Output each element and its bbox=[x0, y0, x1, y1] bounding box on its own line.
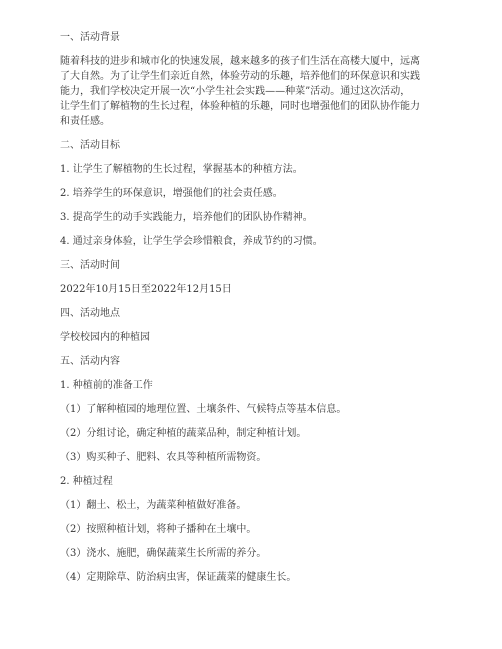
activity-location: 学校校园内的种植园 bbox=[60, 332, 150, 343]
paragraph-line: 随着科技的进步和城市化的快速发展，越来越多的孩子们生活在高楼大厦中，远离 bbox=[60, 56, 420, 67]
content-item: （4）定期除草、防治病虫害，保证蔬菜的健康生长。 bbox=[60, 572, 297, 583]
paragraph-line: 和责任感。 bbox=[60, 116, 110, 127]
content-subheading: 1. 种植前的准备工作 bbox=[60, 380, 153, 391]
paragraph-line: 让学生们了解植物的生长过程，体验种植的乐趣，同时也增强他们的团队协作能力 bbox=[60, 101, 420, 112]
goal-item: 2. 培养学生的环保意识，增强他们的社会责任感。 bbox=[60, 188, 283, 199]
content-item: （1）了解种植园的地理位置、土壤条件、气候特点等基本信息。 bbox=[60, 404, 347, 415]
background-paragraph bbox=[60, 54, 442, 129]
goal-item: 3. 提高学生的动手实践能力，培养他们的团队协作精神。 bbox=[60, 212, 313, 223]
content-item: （2）分组讨论，确定种植的蔬菜品种，制定种植计划。 bbox=[60, 428, 307, 439]
section-heading-goals: 二、活动目标 bbox=[60, 140, 120, 151]
content-item: （3）浇水、施肥，确保蔬菜生长所需的养分。 bbox=[60, 548, 267, 559]
content-subheading: 2. 种植过程 bbox=[60, 476, 113, 487]
content-item: （3）购买种子、肥料、农具等种植所需物资。 bbox=[60, 452, 267, 463]
content-item: （2）按照种植计划，将种子播种在土壤中。 bbox=[60, 524, 257, 535]
paragraph-line: 能力，我们学校决定开展一次“小学生社会实践——种菜”活动。通过这次活动， bbox=[60, 86, 411, 97]
paragraph-line: 了大自然。为了让学生们亲近自然，体验劳动的乐趣，培养他们的环保意识和实践 bbox=[60, 71, 420, 82]
document-page bbox=[60, 30, 442, 594]
section-heading-background: 一、活动背景 bbox=[60, 32, 120, 43]
content-item: （1）翻土、松土，为蔬菜种植做好准备。 bbox=[60, 500, 247, 511]
goal-item: 1. 让学生了解植物的生长过程，掌握基本的种植方法。 bbox=[60, 164, 303, 175]
section-heading-content: 五、活动内容 bbox=[60, 356, 120, 367]
goal-item: 4. 通过亲身体验，让学生学会珍惜粮食，养成节约的习惯。 bbox=[60, 236, 323, 247]
section-heading-location: 四、活动地点 bbox=[60, 308, 120, 319]
section-heading-time: 三、活动时间 bbox=[60, 260, 120, 271]
activity-time: 2022年10月15日至2022年12月15日 bbox=[60, 284, 232, 295]
